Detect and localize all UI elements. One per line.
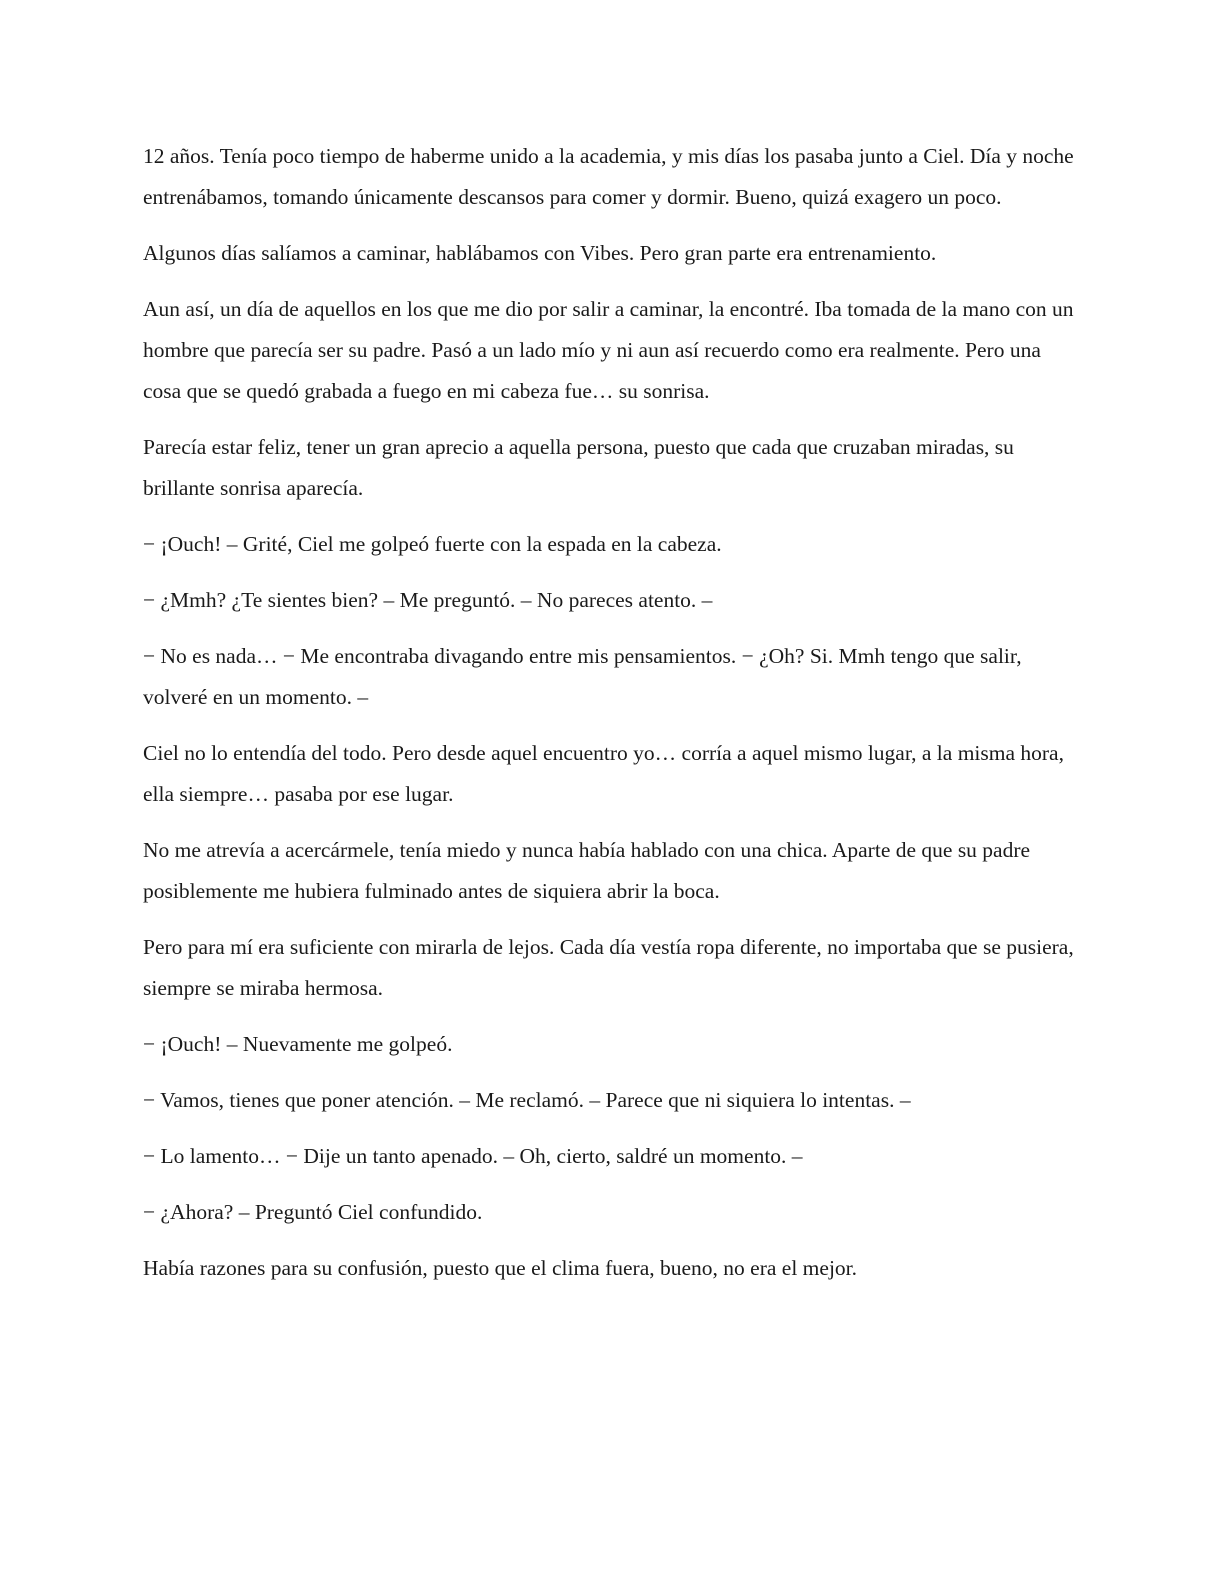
paragraph: Parecía estar feliz, tener un gran aprecio a aquella persona, puesto que cada que cruzaban miradas, su brillante sonrisa aparecía. xyxy=(143,435,1014,500)
paragraph: Algunos días salíamos a caminar, hablábamos con Vibes. Pero gran parte era entrenamiento. xyxy=(143,241,937,265)
dialogue-line: − ¿Ahora? – Preguntó Ciel confundido. xyxy=(143,1200,483,1224)
paragraph: No me atrevía a acercármele, tenía miedo y nunca había hablado con una chica. Aparte de que su padre posiblemente me hubiera fulminado antes de siquiera abrir la boca. xyxy=(143,838,1031,903)
dialogue-line: − No es nada… − Me encontraba divagando entre mis pensamientos. − ¿Oh? Si. Mmh tengo que salir, volveré en un momento. – xyxy=(143,644,1022,709)
paragraph: Ciel no lo entendía del todo. Pero desde aquel encuentro yo… corría a aquel mismo lugar, a la misma hora, ella siempre… pasaba por ese lugar. xyxy=(143,741,1064,806)
paragraph: 12 años. Tenía poco tiempo de haberme unido a la academia, y mis días los pasaba junto a Ciel. Día y noche entrenábamos, tomando únicamente descansos para comer y dormir. Bueno, quizá exagero un poco. xyxy=(143,144,1074,209)
paragraph: Pero para mí era suficiente con mirarla de lejos. Cada día vestía ropa diferente, no importaba que se pusiera, siempre se miraba hermosa. xyxy=(143,935,1074,1000)
dialogue-line: − ¿Mmh? ¿Te sientes bien? – Me preguntó. – No pareces atento. – xyxy=(143,588,713,612)
dialogue-line: − Lo lamento… − Dije un tanto apenado. – Oh, cierto, saldré un momento. – xyxy=(143,1144,803,1168)
dialogue-line: − ¡Ouch! – Nuevamente me golpeó. xyxy=(143,1032,453,1056)
paragraph: Aun así, un día de aquellos en los que me dio por salir a caminar, la encontré. Iba tomada de la mano con un hombre que parecía ser su padre. Pasó a un lado mío y ni aun así recuerdo como era realmente. Pero una cosa que se quedó grabada a fuego en mi cabeza fue… su sonrisa. xyxy=(143,297,1074,403)
dialogue-line: − Vamos, tienes que poner atención. – Me reclamó. – Parece que ni siquiera lo intentas. – xyxy=(143,1088,911,1112)
dialogue-line: − ¡Ouch! – Grité, Ciel me golpeó fuerte con la espada en la cabeza. xyxy=(143,532,722,556)
document-body xyxy=(143,136,1083,1304)
paragraph: Había razones para su confusión, puesto que el clima fuera, bueno, no era el mejor. xyxy=(143,1256,858,1280)
